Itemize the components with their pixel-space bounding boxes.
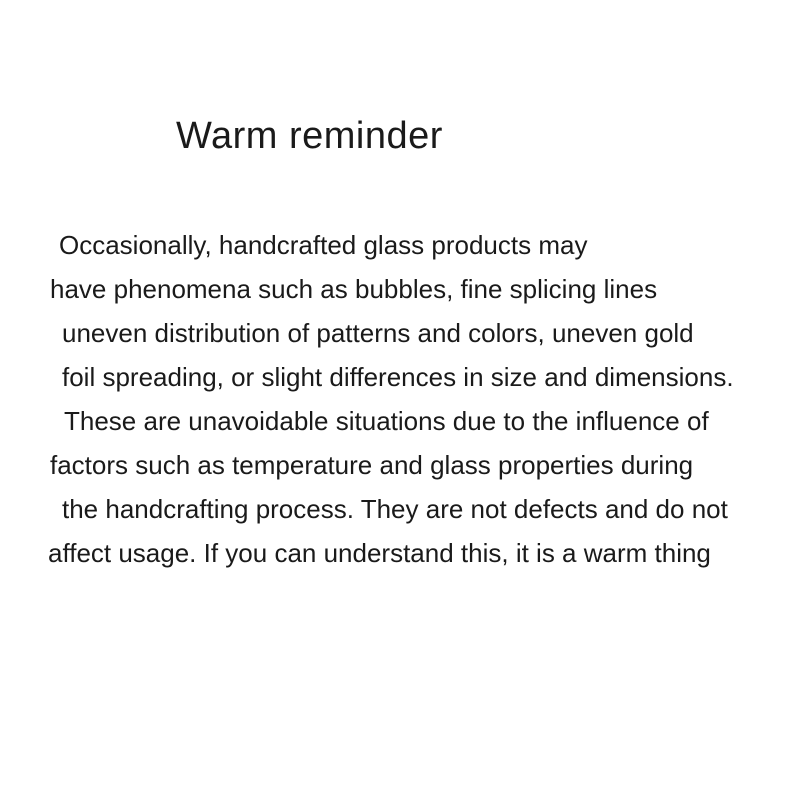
body-line: foil spreading, or slight differences in size and dimensions.: [62, 362, 734, 392]
body-line: These are unavoidable situations due to the influence of: [64, 406, 709, 436]
body-line: factors such as temperature and glass properties during: [50, 450, 694, 480]
body-line: the handcrafting process. They are not defects and do not: [62, 494, 728, 524]
body-line: uneven distribution of patterns and colors, uneven gold: [62, 318, 694, 348]
body-line: have phenomena such as bubbles, fine splicing lines: [50, 274, 658, 304]
notice-paragraph: [48, 223, 778, 575]
body-line: affect usage. If you can understand this, it is a warm thing: [48, 538, 711, 568]
body-line: Occasionally, handcrafted glass products may: [59, 230, 588, 260]
page-title: Warm reminder: [176, 115, 443, 157]
